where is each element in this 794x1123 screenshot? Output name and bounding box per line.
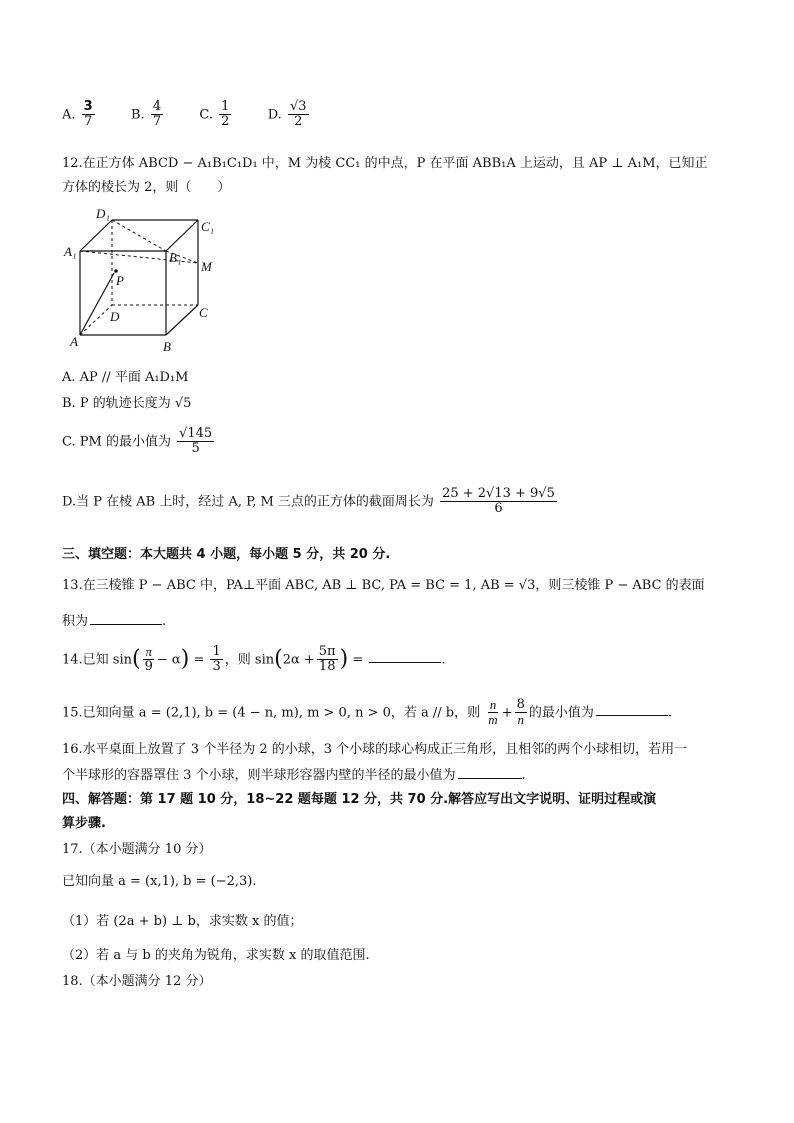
q12-line2: 方体的棱长为 2，则（ ） [62,180,231,195]
q17-given: 已知向量 a = (x,1), b = (−2,3). [62,874,257,889]
q12-option-d: D.当 P 在棱 AB 上时，经过 A, P, M 三点的正方体的截面周长为 $\frac{25 + 2√13 + 9√5}{6}$ [62,486,555,517]
q16-line2: 个半球形的容器罩住 3 个小球，则半球形容器内壁的半径的最小值为 . [62,768,526,783]
q12-option-d-fraction: $\frac{25 + 2√13 + 9√5}{6}$ [442,486,555,517]
label-m: M [201,259,212,274]
option-c-fraction: $\frac{1}{2}$ [221,99,230,130]
label-p: P [116,273,124,288]
label-a1: A₁ [64,244,77,259]
cube-figure [62,205,222,355]
q12-option-c: C. PM 的最小值为 $\frac{√145}{5}$ [62,426,213,457]
label-d1: D₁ [96,206,110,221]
q12-option-c-fraction: $\frac{√145}{5}$ [179,426,213,457]
option-c-label: C. [199,107,214,123]
label-b1: B₁ [169,250,182,265]
q14-answer-blank [369,650,441,663]
option-b-label: B. [131,107,145,123]
q13-line1: 13.在三棱锥 P − ABC 中，PA⊥平面 ABC, AB ⊥ BC, PA = BC = 1, AB = √3，则三棱锥 P − ABC 的表面 [62,578,705,593]
q17-part1: （1）若 (2a + b) ⊥ b，求实数 x 的值； [62,914,303,929]
q14-line: 14.已知 sin( $\frac{\pi}{9}$ − α) = $\frac{1}{3}$ ，则 sin(2α + $\frac{5\pi}{18}$ ) = . [62,644,446,675]
option-d-label: D. [267,107,282,123]
label-a: A [70,334,78,349]
section4-heading-line1: 四、解答题：第 17 题 10 分，18~22 题每题 12 分，共 70 分.解答应写出文字说明、证明过程或演 [62,792,657,807]
q11-options [62,100,311,130]
q18-title: 18.（本小题满分 12 分） [62,974,212,989]
q15-line: 15.已知向量 a = (2,1), b = (4 − n, m), m > 0, n > 0，若 a // b，则 $\frac{n}{m}$ + $\frac{8}{n}$ 的最小值为 . [62,697,673,728]
q13-answer-blank [90,612,162,625]
option-b-fraction: $\frac{4}{7}$ [152,99,162,130]
q12-option-a: A. AP // 平面 A₁D₁M [62,370,189,385]
q16-answer-blank [458,766,522,779]
q17-part2: （2）若 a 与 b 的夹角为锐角，求实数 x 的取值范围. [62,948,370,963]
option-a-label: A. [62,107,76,123]
label-d: D [110,309,120,324]
q15-answer-blank [596,703,668,716]
option-a-fraction: $\frac{3}{7}$ [83,99,93,130]
q12-line1: 12.在正方体 ABCD − A₁B₁C₁D₁ 中，M 为棱 CC₁ 的中点，P 在平面 ABB₁A 上运动，且 AP ⊥ A₁M，已知正 [62,156,708,171]
label-c1: C₁ [201,219,215,234]
q17-title: 17.（本小题满分 10 分） [62,842,212,857]
section3-heading: 三、填空题：本大题共 4 小题，每小题 5 分，共 20 分. [62,547,391,562]
label-c: C [199,305,208,320]
section4-heading-line2: 算步骤. [62,816,106,831]
q13-line2: 积为 . [62,614,167,629]
q12-option-b: B. P 的轨迹长度为 √5 [62,396,192,411]
label-b: B [163,339,171,354]
q16-line1: 16.水平桌面上放置了 3 个半径为 2 的小球，3 个小球的球心构成正三角形，且相邻的两个小球相切，若用一 [62,742,688,757]
option-d-fraction: $\frac{√3}{2}$ [289,99,307,130]
